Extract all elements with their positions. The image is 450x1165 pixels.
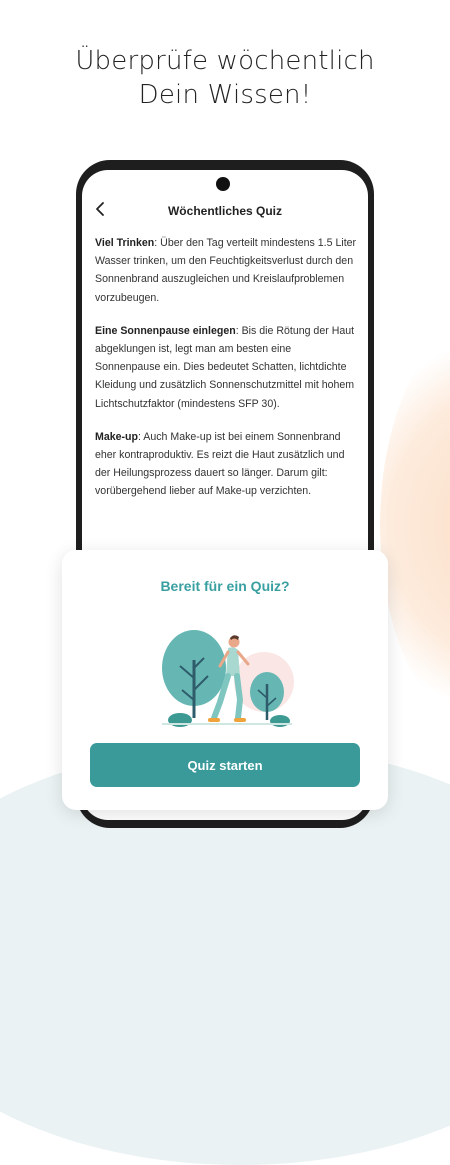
paragraph-body: : Über den Tag verteilt mindestens 1.5 Liter Wasser trinken, um den Feuchtigkeitsverlust durch den Sonnenbrand auszugleichen und Kreislaufproblemen vorzubeugen. [95,237,357,304]
quiz-card [62,550,388,810]
promo-headline [0,44,450,112]
article-paragraph [95,234,357,307]
paragraph-heading: Eine Sonnenpause einlegen [95,324,236,337]
quiz-article [95,234,357,516]
person-walking-trees-illustration [152,620,302,730]
quiz-card-title: Bereit für ein Quiz? [160,578,290,594]
screen-title: Wöchentliches Quiz [167,204,282,218]
front-camera [216,177,230,191]
paragraph-heading: Viel Trinken [95,237,155,249]
background-peach-shape [380,315,450,735]
paragraph-heading: Make-up [95,430,138,443]
headline-line-1: Überprüfe wöchentlich [75,46,375,76]
article-paragraph [95,428,357,501]
paragraph-body: : Bis die Rötung der Haut abgeklungen ist, legt man am besten eine Sonnenpause ein. Dies bedeutet Schatten, lichtdichte Kleidung und zusätzlich Sonnenschutzmittel mit hohem Lichtschutzfaktor (mindestens SFP 30). [95,324,355,410]
headline-line-2: Dein Wissen! [138,80,312,110]
start-quiz-button[interactable]: Quiz starten [90,743,360,787]
app-top-bar [82,196,368,224]
paragraph-body: : Auch Make-up ist bei einem Sonnenbrand eher kontraproduktiv. Es reizt die Haut zusätzlich und der Heilungsprozess dauert so länger. Darum gilt: vorübergehend lieber auf Make-up verzichten. [95,430,345,498]
article-paragraph [95,322,357,413]
